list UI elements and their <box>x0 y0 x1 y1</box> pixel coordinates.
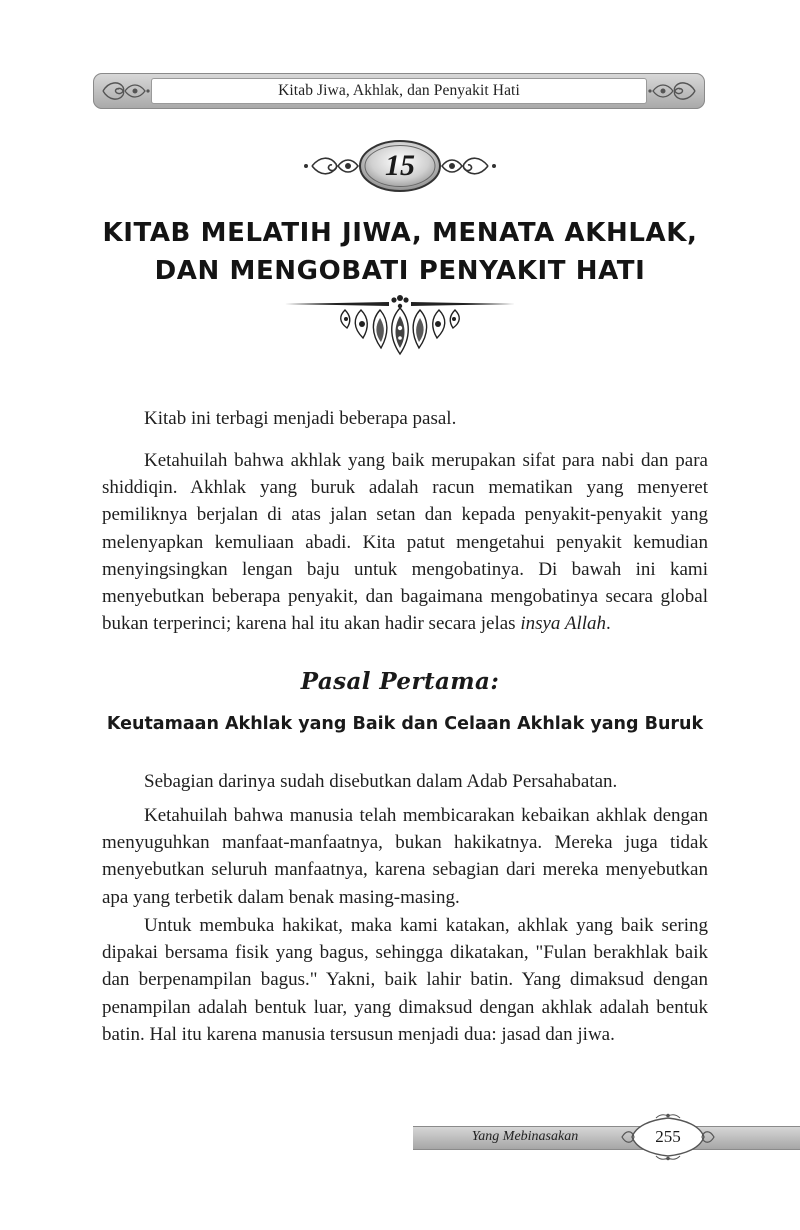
flourish-ornament-icon <box>647 77 699 105</box>
section-heading: Pasal Pertama: <box>300 668 500 695</box>
header-title-box <box>151 78 647 104</box>
flourish-ornament-icon <box>99 77 151 105</box>
paragraph-akhlak: Ketahuilah bahwa akhlak yang baik merupakan sifat para nabi dan para shiddiqin. Akhlak yang buruk adalah racun mematikan yang menyeret pemiliknya berjalan di atas jalan setan dan kepada penyakit-penyakit yang melenyapkan kemuliaan abadi. Kita patut mengetahui penyakit kemudian menyingsingkan lengan baju untuk mengobatinya. Di bawah ini kami menyebutkan beberapa penyakit, dan bagaimana mengobatinya secara global bukan terperinci; karena hal itu akan hadir secara jelas insya Allah. <box>102 450 708 635</box>
running-header <box>93 73 705 109</box>
running-head-title: Kitab Jiwa, Akhlak, dan Penyakit Hati <box>278 82 520 99</box>
divider-ornament-icon <box>285 294 515 358</box>
chapter-title <box>60 214 740 290</box>
chapter-title-line-1: KITAB MELATIH JIWA, MENATA AKHLAK, <box>102 218 698 248</box>
paragraph-intro: Kitab ini terbagi menjadi beberapa pasal. <box>144 408 457 429</box>
paragraph-manusia: Ketahuilah bahwa manusia telah membicarakan kebaikan akhlak dengan menyuguhkan manfaat-manfaatnya, bukan hakikatnya. Mereka juga tidak menyebutkan seluruh manfaatnya, karena sebagian dari mereka menyebutkan apa yang terbetik dalam benak masing-masing. <box>102 805 708 908</box>
page-number: 255 <box>655 1127 681 1146</box>
footer-book-title: Yang Mebinasakan <box>471 1129 579 1144</box>
paragraph-hakikat: Untuk membuka hakikat, maka kami katakan, akhlak yang baik sering dipakai bersama fisik yang bagus, sehingga dikatakan, "Fulan berakhlak baik dan berpenampilan bagus." Yakni, baik lahir batin. Yang dimaksud dengan penampilan adalah bentuk luar, yang dimaksud dengan akhlak adalah bentuk batin. Hal itu karena manusia tersusun menjadi dua: jasad dan jiwa. <box>102 915 708 1045</box>
chapter-title-line-2: DAN MENGOBATI PENYAKIT HATI <box>154 256 646 286</box>
paragraph-persahabatan: Sebagian darinya sudah disebutkan dalam Adab Persahabatan. <box>144 771 618 792</box>
chapter-badge <box>0 138 800 194</box>
section-subheading: Keutamaan Akhlak yang Baik dan Celaan Akhlak yang Buruk <box>106 714 704 734</box>
chapter-number: 15 <box>385 149 415 182</box>
